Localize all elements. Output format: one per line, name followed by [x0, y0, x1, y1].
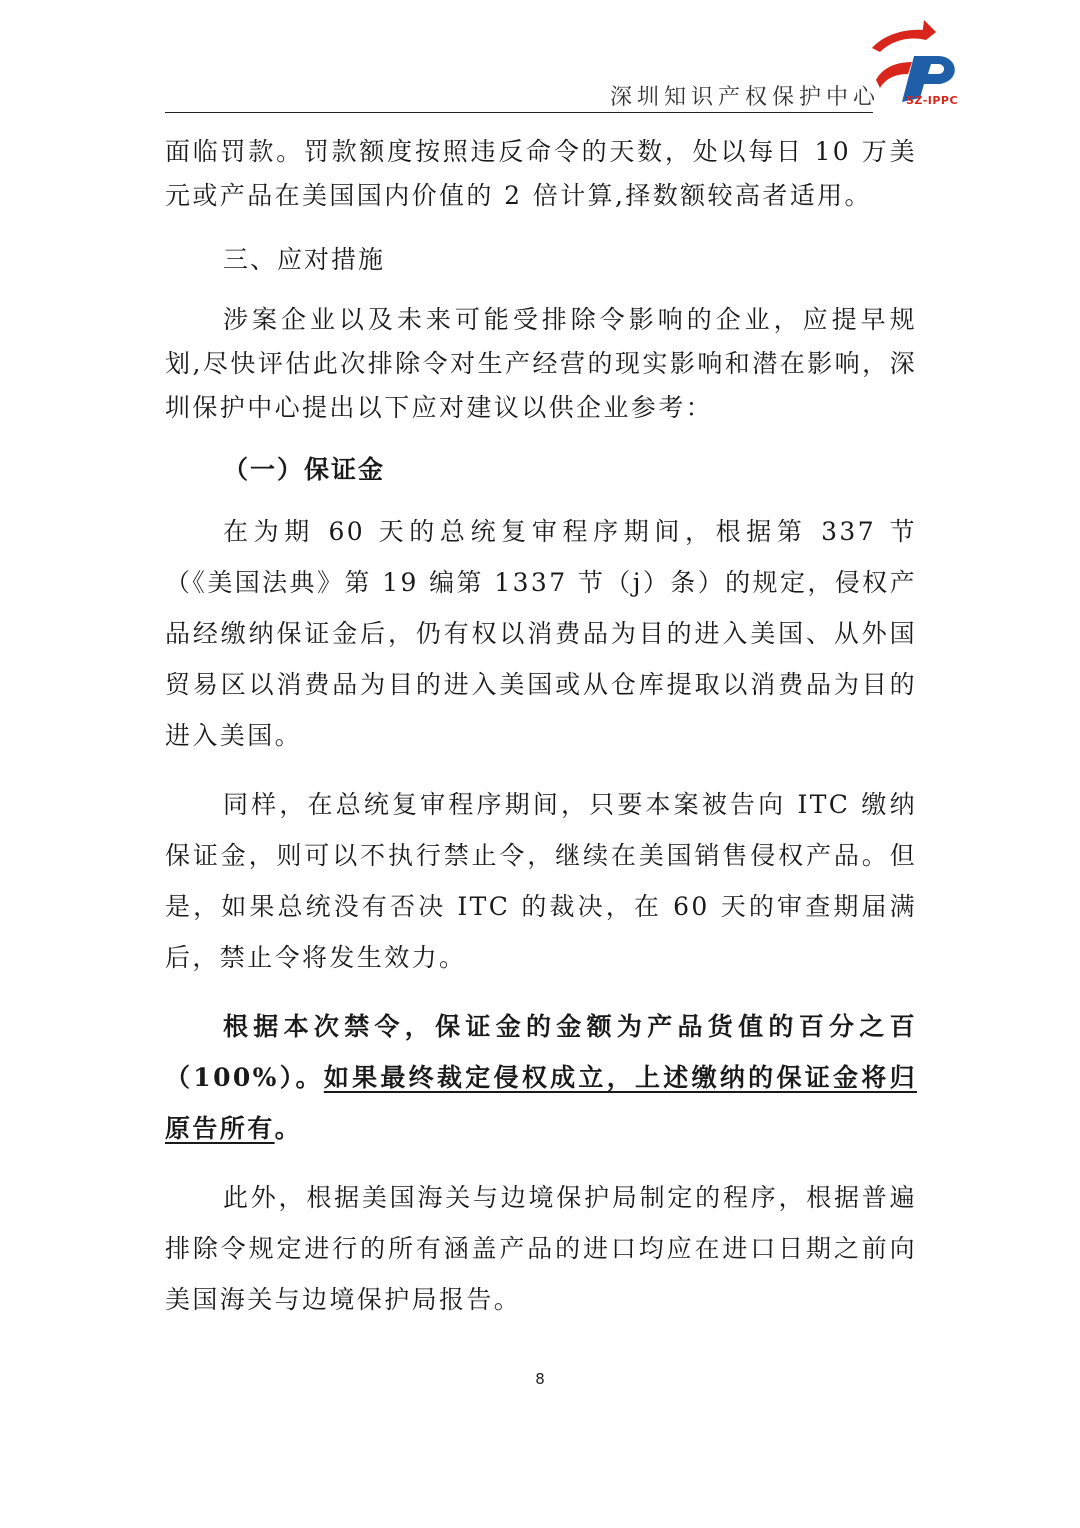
paragraph: 在为期 60 天的总统复审程序期间，根据第 337 节（《美国法典》第 19 编第 1337 节（j）条）的规定，侵权产品经缴纳保证金后，仍有权以消费品为目的进入美国、从外国贸易区以消费品为目的进入美国或从仓库提取以消费品为目的进入美国。: [165, 517, 917, 750]
underlined-text: 如果最终裁定侵权成立，上述缴纳的保证金将归原告所有: [165, 1063, 918, 1143]
paragraph: 涉案企业以及未来可能受排除令影响的企业，应提早规划,尽快评估此次排除令对生产经营的现实影响和潜在影响，深圳保护中心提出以下应对建议以供企业参考：: [165, 305, 917, 422]
bold-text: 根据本次禁令，保证金的金额为产品货值的百分之百（100%）。: [165, 1012, 917, 1092]
paragraph-bold: [165, 1001, 917, 1154]
document-body: [165, 130, 917, 1325]
paragraph: 此外，根据美国海关与边境保护局制定的程序，根据普遍排除令规定进行的所有涵盖产品的进口均应在进口日期之前向美国海关与边境保护局报告。: [165, 1183, 917, 1314]
punctuation: 。: [274, 1114, 303, 1143]
paragraph: 同样，在总统复审程序期间，只要本案被告向 ITC 缴纳保证金，则可以不执行禁止令，继续在美国销售侵权产品。但是，如果总统没有否决 ITC 的裁决，在 60 天的审查期届满后，禁止令将发生效力。: [165, 790, 917, 972]
org-name: 深圳知识产权保护中心: [610, 85, 881, 110]
subsection-heading: （一）保证金: [223, 455, 386, 484]
logo-text: SZ-IPPC: [906, 94, 959, 107]
header-divider: [165, 112, 873, 113]
section-heading: 三、应对措施: [223, 245, 386, 274]
page-number: 8: [535, 1370, 545, 1388]
paragraph: 面临罚款。罚款额度按照违反命令的天数，处以每日 10 万美元或产品在美国国内价值的 2 倍计算,择数额较高者适用。: [165, 137, 917, 210]
